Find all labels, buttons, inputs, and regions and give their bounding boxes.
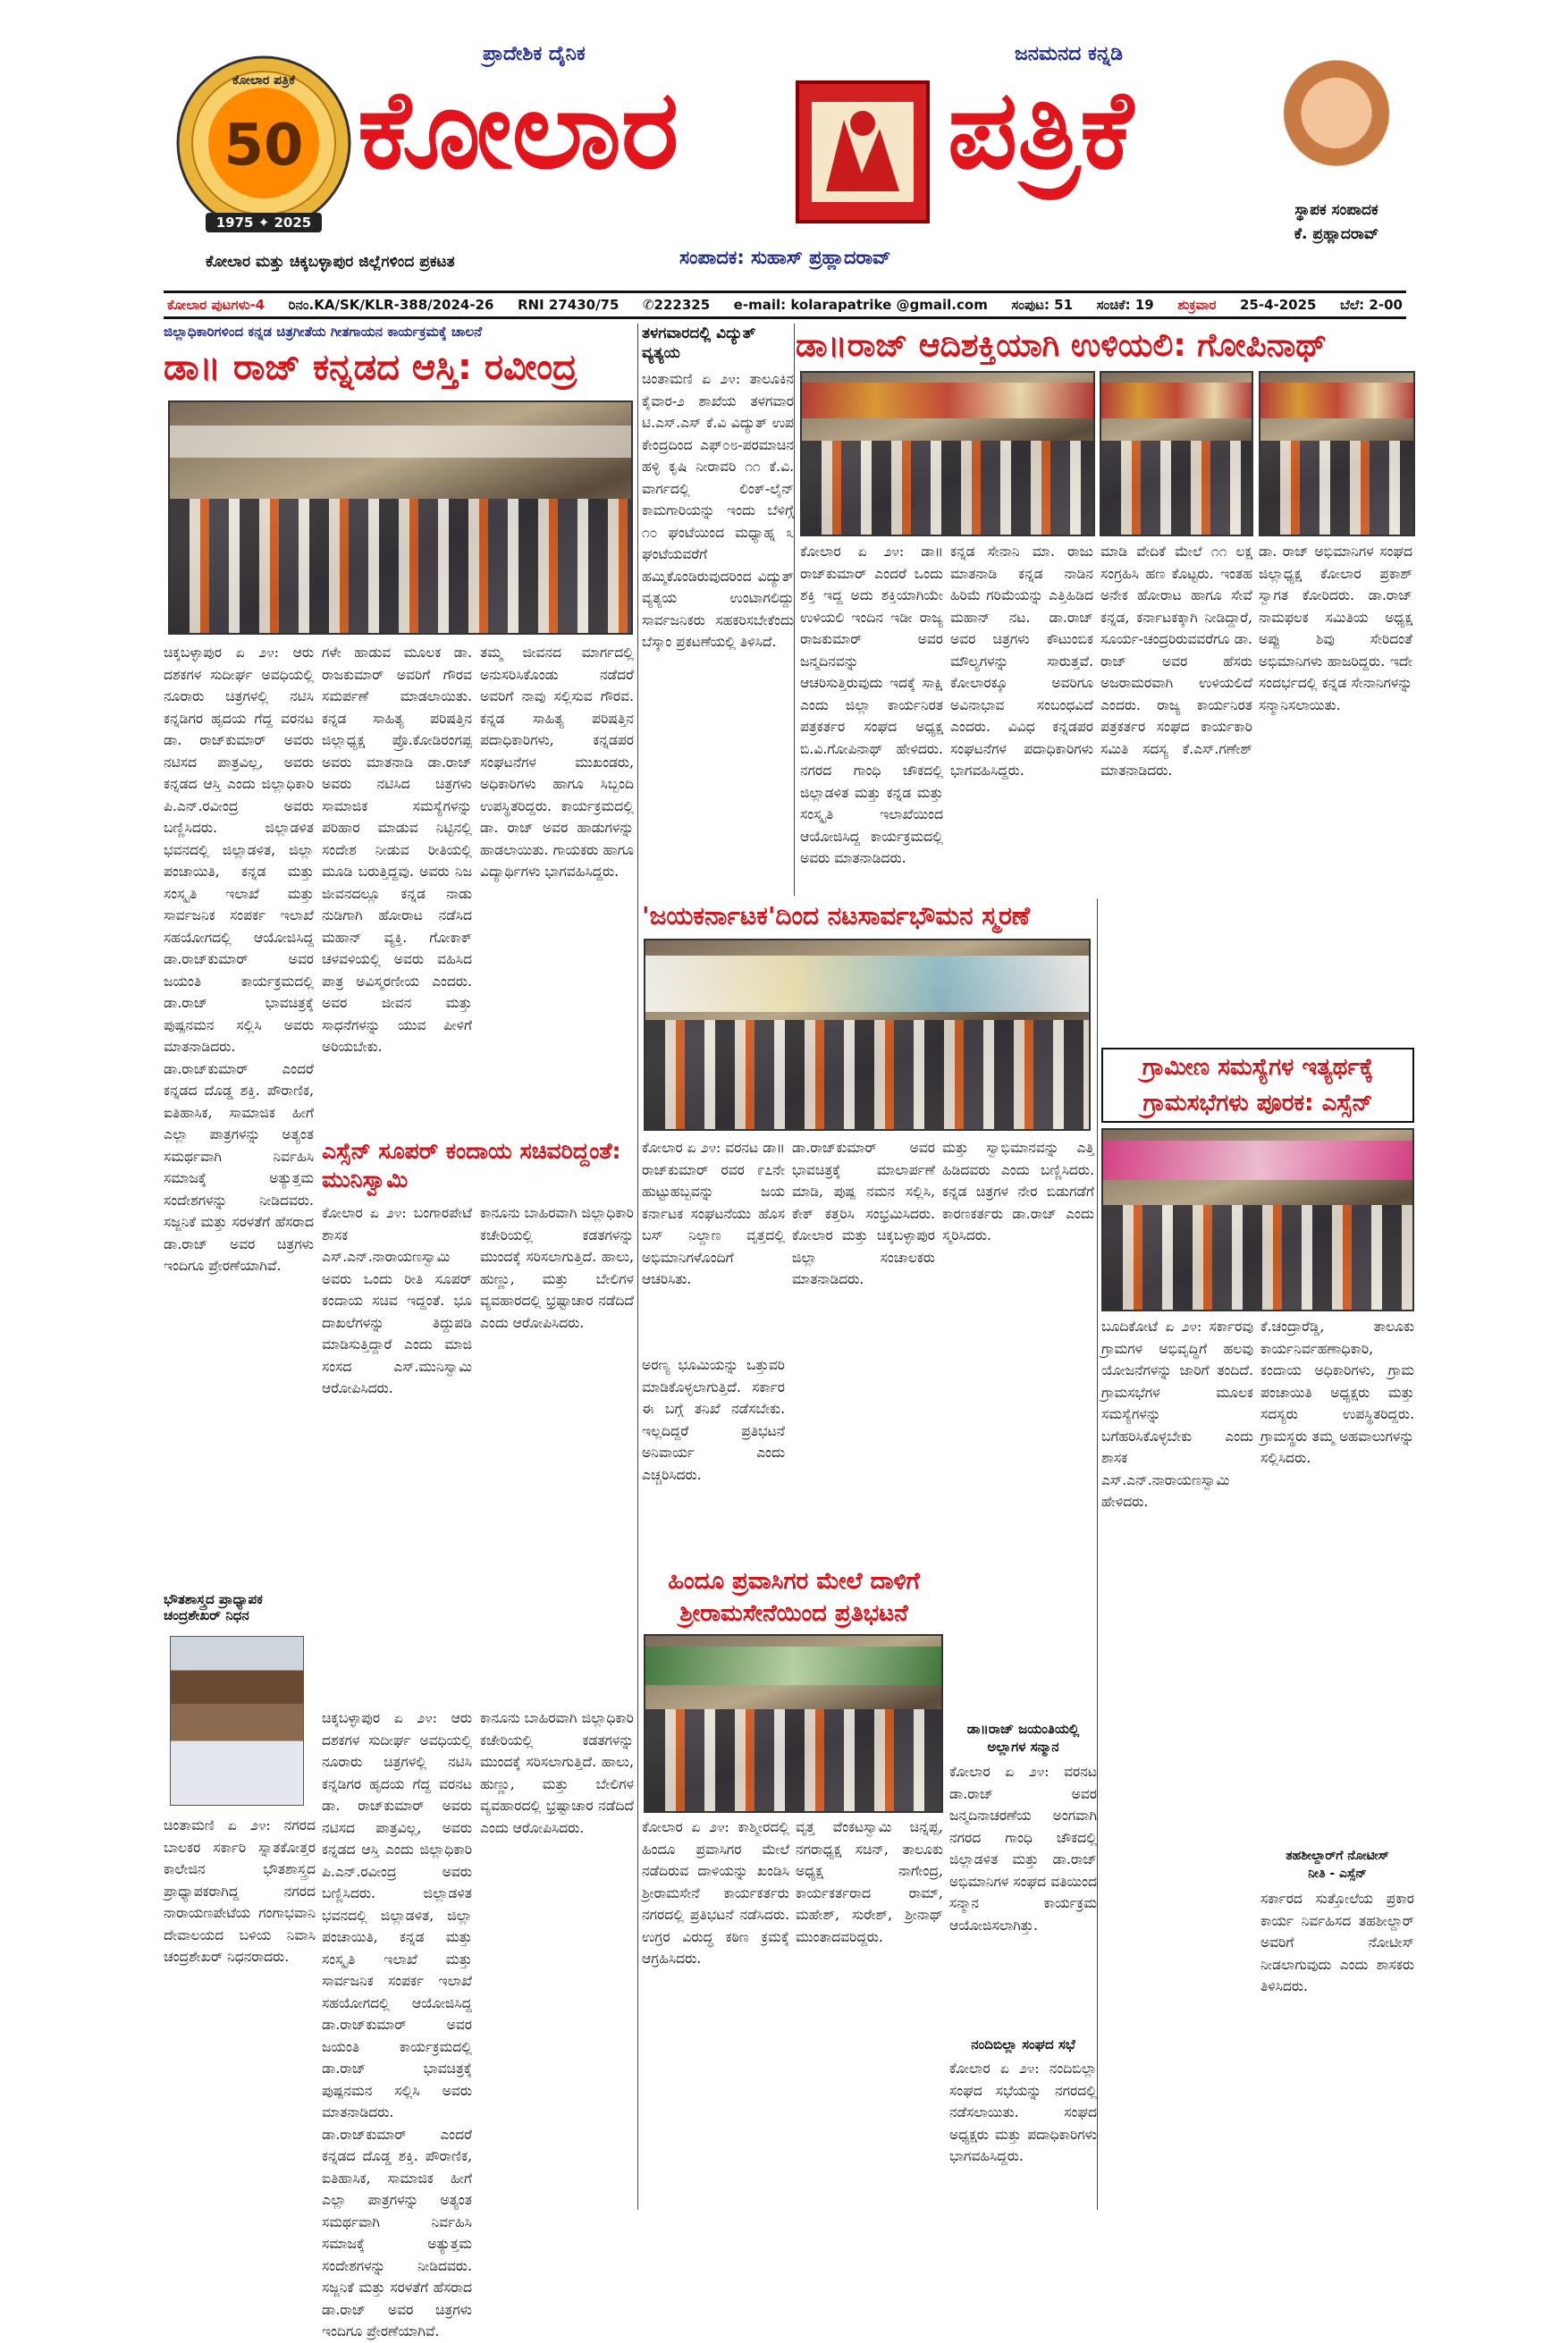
obituary-text: ಚಿಂತಾಮಣಿ ಏ ೨೪: ನಗರದ ಬಾಲಕರ ಸರ್ಕಾರಿ ಸ್ನಾತಕೋತ್ತರ ಕಾಲೇಜಿನ ಭೌತಶಾಸ್ತ್ರದ ಪ್ರಾಧ್ಯಾಪಕರಾಗಿದ್ದ ನಗರದ ನಾರಾಯಣಪೇಟೆಯ ಗಂಗಾಭವಾನಿ ದೇವಾಲಯದ ಬಳಿಯ ನಿವಾಸಿ ಚಂದ್ರಶೇಖರ್ ನಿಧನರಾದರು. xyxy=(164,1817,316,1965)
story-column: ತಮ್ಮ ಜೀವನದ ಮಾರ್ಗದಲ್ಲಿ ಅನುಸರಿಸಿಕೊಂಡು ನಡೆದರೆ ಅವರಿಗೆ ನಾವು ಸಲ್ಲಿಸುವ ಗೌರವ. ಕನ್ನಡ ಸಾಹಿತ್ಯ ಪರಿಷತ್ತಿನ ಪದಾಧಿಕಾರಿಗಳು, ಕನ್ನಡಪರ ಸಂಘಟನೆಗಳ ಮುಖಂಡರು, ಅಧಿಕಾರಿಗಳು ಹಾಗೂ ಸಿಬ್ಬಂದಿ ಉಪಸ್ಥಿತರಿದ್ದರು. ಕಾರ್ಯಕ್ರಮದಲ್ಲಿ ಡಾ. ರಾಜ್ ಅವರ ಹಾಡುಗಳನ್ನು ಹಾಡಲಾಯಿತು. ಗಾಯಕರು ಹಾಗೂ ವಿದ್ಯಾರ್ಥಿಗಳು ಭಾಗವಹಿಸಿದ್ದರು. xyxy=(480,645,634,880)
column-rule xyxy=(637,324,638,2210)
story-headline: 'ಜಯಕರ್ನಾಟಕ'ದಿಂದ ನಟಸಾರ್ವಭೌಮನ ಸ್ಮರಣೆ xyxy=(642,901,1031,931)
tagline-left: ಪ್ರಾದೇಶಿಕ ದೈನಿಕ xyxy=(483,43,586,65)
news-photo xyxy=(644,939,1091,1131)
founder-photo xyxy=(1256,45,1417,197)
story-kicker: ಡಾ॥ರಾಜ್ ಜಯಂತಿಯಲ್ಲಿ xyxy=(966,1721,1080,1737)
founder-caption-name: ಕೆ. ಪ್ರಹ್ಲಾದರಾವ್ xyxy=(1294,225,1379,243)
story-kicker: ತಹಶೀಲ್ದಾರ್‌ಗೆ ನೋಟೀಸ್ xyxy=(1286,1849,1389,1863)
news-photo xyxy=(168,400,633,635)
story-column: ಮತ್ತು ಸ್ವಾಭಿಮಾನವನ್ನು ಎತ್ತಿ ಹಿಡಿದವರು ಎಂದು ಬಣ್ಣಿಸಿದರು. ಕನ್ನಡ ಚಿತ್ರಗಳ ನೇರ ಬಿಡುಗಡೆಗೆ ಕಾರಣಕರ್ತರು ಡಾ.ರಾಜ್ ಎಂದು ಸ್ಮರಿಸಿದರು. xyxy=(942,1140,1094,1243)
story-column: ಸರ್ಕಾರದ ಸುತ್ತೋಲೆಯ ಪ್ರಕಾರ ಕಾರ್ಯ ನಿರ್ವಹಿಸದ ತಹಶೀಲ್ದಾರ್ ಅವರಿಗೆ ನೋಟೀಸ್ ನೀಡಲಾಗುವುದು ಎಂದು ಶಾಸಕರು ತಿಳಿಸಿದರು. xyxy=(1260,1891,1414,1994)
story-headline: ಗ್ರಾಮೀಣ ಸಮಸ್ಯೆಗಳ ಇತ್ಯರ್ಥಕ್ಕೆ xyxy=(1101,1048,1414,1085)
story-headline: ಡಾ॥ರಾಜ್ ಆದಿಶಕ್ತಿಯಾಗಿ ಉಳಿಯಲಿ: ಗೋಪಿನಾಥ್ xyxy=(796,327,1328,364)
story-column: ಚಿಂತಾಮಣಿ ಏ ೨೪: ತಾಲೂಕಿನ ಕೈವಾರ-೨ ಶಾಖೆಯ ತಳಗವಾರ ಟಿ.ಎಸ್.ಎಸ್ ಕೆ.ವಿ ವಿದ್ಯುತ್ ಉಪ ಕೇಂದ್ರದಿಂದ ಎಫ್‌೦೮-ಪರಮಾಚಿನ ಹಳ್ಳಿ ಕೃಷಿ ನೀರಾವರಿ ೧೧ ಕೆ.ವಿ. ವಾರ್ಗದಲ್ಲಿ ಲಿಂಕ್-ಲೈನ್ ಕಾಮಗಾರಿಯನ್ನು ಇಂದು ಬೆಳಿಗ್ಗೆ ೧೦ ಘಂಟೆಯಿಂದ ಮಧ್ಯಾಹ್ನ ೩ ಘಂಟೆಯವರೆಗೆ ಹಮ್ಮಿಕೊಂಡಿರುವುದರಿಂದ ವಿದ್ಯುತ್ ವ್ಯತ್ಯಯ ಉಂಟಾಗಲಿದ್ದು ಸಾರ್ವಜನಿಕರು ಸಹಕರಿಸಬೇಕೆಂದು ಬೆಸ್ಕಾಂ ಪ್ರಕಟಣೆಯಲ್ಲಿ ತಿಳಿಸಿದೆ. xyxy=(642,371,794,650)
story-column: ಕೋಲಾರ ಏ ೨೪: ಡಾ॥ ರಾಜ್‌ಕುಮಾರ್ ಎಂದರೆ ಒಂದು ಶಕ್ತಿ ಇದ್ದ ಅದು ಶಕ್ತಿಯಾಗಿಯೇ ಉಳಿಯಲಿ ಇಂದಿನ ಇಡೀ ರಾಜ್ಯ ರಾಜಕುಮಾರ್ ಅವರ ಜನ್ಮದಿನವನ್ನು ಆಚರಿಸುತ್ತಿರುವುದು ಇದಕ್ಕೆ ಸಾಕ್ಷಿ ಎಂದು ಜಿಲ್ಲಾ ಕಾರ್ಯನಿರತ ಪತ್ರಕರ್ತರ ಸಂಘದ ಅಧ್ಯಕ್ಷ ಬಿ.ವಿ.ಗೋಪಿನಾಥ್ ಹೇಳಿದರು. ನಗರದ ಗಾಂಧಿ ಚೌಕದಲ್ಲಿ ಜಿಲ್ಲಾಡಳಿತ ಮತ್ತು ಕನ್ನಡ ಮತ್ತು ಸಂಸ್ಕೃತಿ ಇಲಾಖೆಯಿಂದ ಆಯೋಜಿಸಿದ್ದ ಕಾರ್ಯಕ್ರಮದಲ್ಲಿ ಅವರು ಮಾತನಾಡಿದರು. xyxy=(800,544,943,866)
info-issue: ಸಂಚಿಕೆ: 19 xyxy=(1096,297,1154,313)
story-headline: ಎಸ್ಸೆನ್ ಸೂಪರ್ ಕಂದಾಯ ಸಚಿವರಿದ್ದಂತೆ: ಮುನಿಸ್ವಾಮಿ xyxy=(322,1138,621,1193)
story-column: ಡಾ. ರಾಜ್ ಅಭಿಮಾನಿಗಳ ಸಂಘದ ಜಿಲ್ಲಾಧ್ಯಕ್ಷ ಕೋಲಾರ ಪ್ರಕಾಶ್ ಸ್ವಾಗತ ಕೋರಿದರು. ಡಾ.ರಾಜ್ ನಾಮಫಲಕ ಸಮಿತಿಯ ಅಧ್ಯಕ್ಷ ಅಪ್ಪು ಶಿವು ಸೇರಿದಂತೆ ಅಭಿಮಾನಿಗಳು ಹಾಜರಿದ್ದರು. ಇದೇ ಸಂದರ್ಭದಲ್ಲಿ ಕನ್ನಡ ಸೇನಾನಿಗಳನ್ನು ಸನ್ಮಾನಿಸಲಾಯಿತು. xyxy=(1259,544,1412,713)
story-column: ಕೋಲಾರ ಏ ೨೪: ಬಂಗಾರಪೇಟೆ ಶಾಸಕ ಎಸ್.ಎನ್.ನಾರಾಯಣಸ್ವಾಮಿ ಅವರು ಒಂದು ರೀತಿ ಸೂಪರ್ ಕಂದಾಯ ಸಚಿವ ಇದ್ದಂತೆ. ಭೂ ದಾಖಲೆಗಳನ್ನು ತಿದ್ದುಪಡಿ ಮಾಡಿಸುತ್ತಿದ್ದಾರೆ ಎಂದು ಮಾಜಿ ಸಂಸದ ಎಸ್.ಮುನಿಸ್ವಾಮಿ ಆರೋಪಿಸಿದರು. xyxy=(322,1205,472,1396)
newspaper-title-right: ಪತ್ರಿಕೆ xyxy=(948,66,1134,193)
story-column: ಕೋಲಾರ ಏ ೨೪: ವರನಟ ಡಾ॥ ರಾಜ್‌ಕುಮಾರ್ ರವರ ೯೭ನೇ ಹುಟ್ಟುಹಬ್ಬವನ್ನು ಜಯ ಕರ್ನಾಟಕ ಸಂಘಟನೆಯು ಹೊಸ ಬಸ್ ನಿಲ್ದಾಣ ವೃತ್ತದಲ್ಲಿ ಅಭಿಮಾನಿಗಳೊಂದಿಗೆ ಆಚರಿಸಿತು. xyxy=(642,1140,785,1287)
info-rni: RNI 27430/75 xyxy=(517,297,620,313)
story-column: ಕೆ.ಚಂದ್ರಾರೆಡ್ಡಿ, ತಾಲೂಕು ಕಾರ್ಯನಿರ್ವಹಣಾಧಿಕಾರಿ, ಕಂದಾಯ ಅಧಿಕಾರಿಗಳು, ಗ್ರಾಮ ಪಂಚಾಯಿತಿ ಅಧ್ಯಕ್ಷರು ಮತ್ತು ಸದಸ್ಯರು ಉಪಸ್ಥಿತರಿದ್ದರು. ಗ್ರಾಮಸ್ಥರು ತಮ್ಮ ಅಹವಾಲುಗಳನ್ನು ಸಲ್ಲಿಸಿದರು. xyxy=(1260,1319,1414,1466)
info-day: ಶುಕ್ರವಾರ xyxy=(1177,297,1217,313)
story-kicker: ತಳಗವಾರದಲ್ಲಿ ವಿದ್ಯುತ್ ವ್ಯತ್ಯಯ xyxy=(642,324,756,362)
news-photo xyxy=(644,1634,943,1813)
story-column: ಬೂದಿಕೋಟೆ ಏ ೨೪: ಸರ್ಕಾರವು ಗ್ರಾಮಗಳ ಅಭಿವೃದ್ಧಿಗೆ ಹಲವು ಯೋಜನೆಗಳನ್ನು ಜಾರಿಗೆ ತಂದಿದೆ. ಗ್ರಾಮಸಭೆಗಳ ಮೂಲಕ ಸಮಸ್ಯೆಗಳನ್ನು ಬಗೆಹರಿಸಿಕೊಳ್ಳಬೇಕು ಎಂದು ಶಾಸಕ ಎಸ್.ಎನ್.ನಾರಾಯಣಸ್ವಾಮಿ ಹೇಳಿದರು. xyxy=(1101,1319,1253,1510)
story-headline: ಗ್ರಾಮಸಭೆಗಳು ಪೂರಕ: ಎಸ್ಸೆನ್ xyxy=(1101,1085,1414,1123)
obituary-title: ಭೌತಶಾಸ್ತ್ರದ ಪ್ರಾಧ್ಯಾಪಕ xyxy=(164,1591,263,1607)
story-column: ಕಾನೂನು ಬಾಹಿರವಾಗಿ ಜಿಲ್ಲಾಧಿಕಾರಿ ಕಚೇರಿಯಲ್ಲಿ ಕಡತಗಳನ್ನು ಮುಂದಕ್ಕೆ ಸರಿಸಲಾಗುತ್ತಿದೆ. ಹಾಲು, ಹುಣ್ಣು, ಮತ್ತು ಬೇಲಿಗಳ ವ್ಯವಹಾರದಲ್ಲಿ ಭ್ರಷ್ಟಾಚಾರ ನಡೆದಿದೆ ಎಂದು ಆರೋಪಿಸಿದರು. xyxy=(480,1710,634,1836)
emblem-graphic xyxy=(799,84,926,220)
story-headline: ಹಿಂದೂ ಪ್ರವಾಸಿಗರ ಮೇಲೆ ದಾಳಿಗೆ xyxy=(668,1568,920,1595)
story-kicker: ನೀತಿ - ಎಸ್ಸೆನ್ xyxy=(1308,1867,1367,1881)
info-email: e-mail: kolarapatrike @gmail.com xyxy=(733,297,988,313)
story-column: ಕನ್ನಡ ಸೇನಾನಿ ಮಾ. ರಾಜು ಮಾತನಾಡಿ ಕನ್ನಡ ನಾಡಿನ ಹಿರಿಮೆ ಗರಿಮೆಯನ್ನು ಎತ್ತಿಹಿಡಿದ ಮಹಾನ್ ನಟ. ಡಾ.ರಾಜ್ ಅವರ ಚಿತ್ರಗಳು ಕೌಟುಂಬಿಕ ಮೌಲ್ಯಗಳನ್ನು ಸಾರುತ್ತವೆ. ಕೋಲಾರಕ್ಕೂ ಅವರಿಗೂ ಅವಿನಾಭಾವ ಸಂಬಂಧವಿದೆ ಎಂದರು. ವಿವಿಧ ಕನ್ನಡಪರ ಸಂಘಟನೆಗಳ ಪದಾಧಿಕಾರಿಗಳು ಭಾಗವಹಿಸಿದ್ದರು. xyxy=(950,544,1093,779)
obituary-name: ಚಂದ್ರಶೇಖರ್ ನಿಧನ xyxy=(164,1607,249,1623)
story-column: ಗಳೇ ಹಾಡುವ ಮೂಲಕ ಡಾ. ರಾಜಕುಮಾರ್ ಅವರಿಗೆ ಗೌರವ ಸಮರ್ಪಣೆ ಮಾಡಲಾಯಿತು. ಕನ್ನಡ ಸಾಹಿತ್ಯ ಪರಿಷತ್ತಿನ ಜಿಲ್ಲಾಧ್ಯಕ್ಷ ಪ್ರೊ.ಕೋಡಿರಂಗಪ್ಪ ಅವರು ಮಾತನಾಡಿ ಡಾ.ರಾಜ್ ಅವರು ನಟಿಸಿದ ಚಿತ್ರಗಳು ಸಾಮಾಜಿಕ ಸಮಸ್ಯೆಗಳನ್ನು ಪರಿಹಾರ ಮಾಡುವ ನಿಟ್ಟಿನಲ್ಲಿ ಸಂದೇಶ ನೀಡುವ ರೀತಿಯಲ್ಲಿ ಮೂಡಿ ಬರುತ್ತಿದ್ದವು. ಅವರು ನಿಜ ಜೀವನದಲ್ಲೂ ಕನ್ನಡ ನಾಡು ನುಡಿಗಾಗಿ ಹೋರಾಟ ನಡೆಸಿದ ಮಹಾನ್ ವ್ಯಕ್ತಿ. ಗೋಕಾಕ್ ಚಳವಳಿಯಲ್ಲಿ ಅವರು ವಹಿಸಿದ ಪಾತ್ರ ಅವಿಸ್ಮರಣೀಯ ಎಂದರು. ಅವರ ಜೀವನ ಮತ್ತು ಸಾಧನೆಗಳನ್ನು ಯುವ ಪೀಳಿಗೆ ಅರಿಯಬೇಕು. xyxy=(322,645,472,1055)
story-kicker: ಅಲ್ಲಾಗಳ ಸನ್ಮಾನ xyxy=(987,1739,1059,1755)
emblem-logo xyxy=(796,80,930,223)
info-reg: ರಿನಂ.KA/SK/KLR-388/2024-26 xyxy=(288,297,494,313)
column-rule xyxy=(1097,898,1098,2210)
story-column: ಅರಣ್ಯ ಭೂಮಿಯನ್ನು ಒತ್ತುವರಿ ಮಾಡಿಕೊಳ್ಳಲಾಗುತ್ತಿದೆ. ಸರ್ಕಾರ ಈ ಬಗ್ಗೆ ತನಿಖೆ ನಡೆಸಬೇಕು. ಇಲ್ಲದಿದ್ದರೆ ಪ್ರತಿಭಟನೆ ಅನಿವಾರ್ಯ ಎಂದು ಎಚ್ಚರಿಸಿದರು. xyxy=(642,1357,785,1483)
info-volume: ಸಂಪುಟ: 51 xyxy=(1011,297,1074,313)
info-bar xyxy=(164,291,1406,319)
obituary-box xyxy=(164,1591,316,1631)
tagline-right: ಜನಮನದ ಕನ್ನಡಿ xyxy=(1015,43,1124,65)
logo-arc-text: ಕೋಲಾರ ಪತ್ರಿಕೆ xyxy=(232,73,295,88)
info-pages: ಕೋಲಾರ ಪುಟಗಳು-4 xyxy=(167,297,266,313)
subtitle: ಕೋಲಾರ ಮತ್ತು ಚಿಕ್ಕಬಳ್ಳಾಪುರ ಜಿಲ್ಲೆಗಳಿಂದ ಪ್ರಕಟತ xyxy=(206,253,455,271)
news-photo xyxy=(1259,371,1415,536)
news-photo xyxy=(1100,371,1253,536)
news-photo xyxy=(800,371,1095,536)
story-kicker: ನಂದಿಬಿಲ್ಲಾ ಸಂಘದ ಸಭೆ xyxy=(971,2036,1075,2052)
story-column: ಚಿಕ್ಕಬಳ್ಳಾಪುರ ಏ ೨೪: ಆರು ದಶಕಗಳ ಸುದೀರ್ಘ ಅವಧಿಯಲ್ಲಿ ನೂರಾರು ಚಿತ್ರಗಳಲ್ಲಿ ನಟಿಸಿ ಕನ್ನಡಿಗರ ಹೃದಯ ಗೆದ್ದ ವರನಟ ಡಾ. ರಾಜ್‌ಕುಮಾರ್ ಅವರು ನಟಿಸದ ಪಾತ್ರವಿಲ್ಲ, ಅವರು ಕನ್ನಡದ ಆಸ್ತಿ ಎಂದು ಜಿಲ್ಲಾಧಿಕಾರಿ ಪಿ.ಎನ್.ರವೀಂದ್ರ ಅವರು ಬಣ್ಣಿಸಿದರು. ಜಿಲ್ಲಾಡಳಿತ ಭವನದಲ್ಲಿ ಜಿಲ್ಲಾಡಳಿತ, ಜಿಲ್ಲಾ ಪಂಚಾಯಿತಿ, ಕನ್ನಡ ಮತ್ತು ಸಂಸ್ಕೃತಿ ಇಲಾಖೆ ಮತ್ತು ಸಾರ್ವಜನಿಕ ಸಂಪರ್ಕ ಇಲಾಖೆ ಸಹಯೋಗದಲ್ಲಿ ಆಯೋಜಿಸಿದ್ದ ಡಾ.ರಾಜ್‌ಕುಮಾರ್ ಅವರ ಜಯಂತಿ ಕಾರ್ಯಕ್ರಮದಲ್ಲಿ ಡಾ.ರಾಜ್ ಭಾವಚಿತ್ರಕ್ಕೆ ಪುಷ್ಪನಮನ ಸಲ್ಲಿಸಿ ಅವರು ಮಾತನಾಡಿದರು. ಡಾ.ರಾಜ್‌ಕುಮಾರ್ ಎಂದರೆ ಕನ್ನಡದ ದೊಡ್ಡ ಶಕ್ತಿ. ಪೌರಾಣಿಕ, ಐತಿಹಾಸಿಕ, ಸಾಮಾಜಿಕ ಹೀಗೆ ಎಲ್ಲಾ ಪಾತ್ರಗಳನ್ನು ಅತ್ಯಂತ ಸಮರ್ಥವಾಗಿ ನಿರ್ವಹಿಸಿ ಸಮಾಜಕ್ಕೆ ಅತ್ಯುತ್ತಮ ಸಂದೇಶಗಳನ್ನು ನೀಡಿದವರು. ಸಜ್ಜನಿಕೆ ಮತ್ತು ಸರಳತೆಗೆ ಹೆಸರಾದ ಡಾ.ರಾಜ್ ಅವರ ಚಿತ್ರಗಳು ಇಂದಿಗೂ ಪ್ರೇರಣೆಯಾಗಿವೆ. xyxy=(322,1710,472,2339)
logo-number: 50 xyxy=(223,113,304,179)
info-date: 25-4-2025 xyxy=(1239,297,1317,313)
masthead xyxy=(0,0,1568,295)
story-column: ಕೋಲಾರ ಏ ೨೪: ನಂದಿಬಿಲ್ಲಾ ಸಂಘದ ಸಭೆಯನ್ನು ನಗರದಲ್ಲಿ ನಡೆಸಲಾಯಿತು. ಸಂಘದ ಅಧ್ಯಕ್ಷರು ಮತ್ತು ಪದಾಧಿಕಾರಿಗಳು ಭಾಗವಹಿಸಿದ್ದರು. xyxy=(949,2061,1097,2164)
story-column: ಡಾ.ರಾಜ್‌ಕುಮಾರ್ ಅವರ ಭಾವಚಿತ್ರಕ್ಕೆ ಮಾಲಾರ್ಪಣೆ ಮಾಡಿ, ಪುಷ್ಪ ನಮನ ಸಲ್ಲಿಸಿ, ಕೇಕ್ ಕತ್ತರಿಸಿ ಸಂಭ್ರಮಿಸಿದರು. ಕೋಲಾರ ಮತ್ತು ಚಿಕ್ಕಬಳ್ಳಾಪುರ ಜಿಲ್ಲಾ ಸಂಚಾಲಕರು ಮಾತನಾಡಿದರು. xyxy=(792,1140,935,1287)
founder-caption-title: ಸ್ಥಾಪಕ ಸಂಪಾದಕ xyxy=(1294,201,1378,219)
story-column: ಮಾಡಿ ವೇದಿಕೆ ಮೇಲೆ ೧೧ ಲಕ್ಷ ಸಂಗ್ರಹಿಸಿ ಹಣ ಕೊಟ್ಟರು. ಇಂತಹ ಅನೇಕ ಹೋರಾಟ ಹಾಗೂ ಸೇವೆ ಕನ್ನಡ, ಕರ್ನಾಟಕಕ್ಕಾಗಿ ನೀಡಿದ್ದಾರೆ, ಸೂರ್ಯ-ಚಂದ್ರರಿರುವವರೆಗೂ ಡಾ. ರಾಜ್ ಅವರ ಹೆಸರು ಅಜರಾಮರವಾಗಿ ಉಳಿಯಲಿದೆ ಎಂದರು. ರಾಜ್ಯ ಕಾರ್ಯನಿರತ ಪತ್ರಕರ್ತರ ಸಂಘದ ಕಾರ್ಯಕಾರಿ ಸಮಿತಿ ಸದಸ್ಯ ಕೆ.ಎಸ್.ಗಣೇಶ್ ಮಾತನಾಡಿದರು. xyxy=(1100,544,1252,779)
newspaper-title-left: ಕೋಲಾರ xyxy=(358,66,679,193)
column-rule xyxy=(794,324,795,896)
story-column: ಚಿಕ್ಕಬಳ್ಳಾಪುರ ಏ ೨೪: ಆರು ದಶಕಗಳ ಸುದೀರ್ಘ ಅವಧಿಯಲ್ಲಿ ನೂರಾರು ಚಿತ್ರಗಳಲ್ಲಿ ನಟಿಸಿ ಕನ್ನಡಿಗರ ಹೃದಯ ಗೆದ್ದ ವರನಟ ಡಾ. ರಾಜ್‌ಕುಮಾರ್ ಅವರು ನಟಿಸದ ಪಾತ್ರವಿಲ್ಲ, ಅವರು ಕನ್ನಡದ ಆಸ್ತಿ ಎಂದು ಜಿಲ್ಲಾಧಿಕಾರಿ ಪಿ.ಎನ್.ರವೀಂದ್ರ ಅವರು ಬಣ್ಣಿಸಿದರು. ಜಿಲ್ಲಾಡಳಿತ ಭವನದಲ್ಲಿ ಜಿಲ್ಲಾಡಳಿತ, ಜಿಲ್ಲಾ ಪಂಚಾಯಿತಿ, ಕನ್ನಡ ಮತ್ತು ಸಂಸ್ಕೃತಿ ಇಲಾಖೆ ಮತ್ತು ಸಾರ್ವಜನಿಕ ಸಂಪರ್ಕ ಇಲಾಖೆ ಸಹಯೋಗದಲ್ಲಿ ಆಯೋಜಿಸಿದ್ದ ಡಾ.ರಾಜ್‌ಕುಮಾರ್ ಅವರ ಜಯಂತಿ ಕಾರ್ಯಕ್ರಮದಲ್ಲಿ ಡಾ.ರಾಜ್ ಭಾವಚಿತ್ರಕ್ಕೆ ಪುಷ್ಪನಮನ ಸಲ್ಲಿಸಿ ಅವರು ಮಾತನಾಡಿದರು. ಡಾ.ರಾಜ್‌ಕುಮಾರ್ ಎಂದರೆ ಕನ್ನಡದ ದೊಡ್ಡ ಶಕ್ತಿ. ಪೌರಾಣಿಕ, ಐತಿಹಾಸಿಕ, ಸಾಮಾಜಿಕ ಹೀಗೆ ಎಲ್ಲಾ ಪಾತ್ರಗಳನ್ನು ಅತ್ಯಂತ ಸಮರ್ಥವಾಗಿ ನಿರ್ವಹಿಸಿ ಸಮಾಜಕ್ಕೆ ಅತ್ಯುತ್ತಮ ಸಂದೇಶಗಳನ್ನು ನೀಡಿದವರು. ಸಜ್ಜನಿಕೆ ಮತ್ತು ಸರಳತೆಗೆ ಹೆಸರಾದ ಡಾ.ರಾಜ್ ಅವರ ಚಿತ್ರಗಳು ಇಂದಿಗೂ ಪ್ರೇರಣೆಯಾಗಿವೆ. xyxy=(164,645,314,1274)
anniversary-logo xyxy=(174,54,353,232)
news-photo xyxy=(1101,1128,1414,1311)
story-column: ವೃತ್ತ ವೆಂಕಟಸ್ವಾಮಿ ಚಿನ್ನಪ್ಪ, ನಗರಾಧ್ಯಕ್ಷ ಸಚಿನ್, ತಾಲೂಕು ಅಧ್ಯಕ್ಷ ನಾಗೇಂದ್ರ, ಕಾರ್ಯಕರ್ತರಾದ ರಾಮ್, ಮಹೇಶ್, ಸುರೇಶ್, ಶ್ರೀನಾಥ್ ಮುಂತಾದವರಿದ್ದರು. xyxy=(796,1819,943,1945)
info-price: ಬೆಲೆ: 2-00 xyxy=(1340,297,1403,313)
obituary-photo xyxy=(170,1636,304,1806)
story-column: ಕೋಲಾರ ಏ ೨೪: ವರನಟ ಡಾ.ರಾಜ್ ಅವರ ಜನ್ಮದಿನಾಚರಣೆಯ ಅಂಗವಾಗಿ ನಗರದ ಗಾಂಧಿ ಚೌಕದಲ್ಲಿ ಜಿಲ್ಲಾಡಳಿತ ಮತ್ತು ಡಾ.ರಾಜ್ ಅಭಿಮಾನಿಗಳ ಸಂಘದ ವತಿಯಿಂದ ಸನ್ಮಾನ ಕಾರ್ಯಕ್ರಮ ಆಯೋಜಿಸಲಾಗಿತ್ತು. xyxy=(949,1764,1097,1934)
story-headline: ಶ್ರೀರಾಮಸೇನೆಯಿಂದ ಪ್ರತಿಭಟನೆ xyxy=(679,1600,908,1627)
story-kicker: ಜಿಲ್ಲಾಧಿಕಾರಿಗಳಿಂದ ಕನ್ನಡ ಚಿತ್ರಗೀತೆಯ ಗೀತಗಾಯನ ಕಾರ್ಯಕ್ರಮಕ್ಕೆ ಚಾಲನೆ xyxy=(164,324,483,340)
story-column: ಕಾನೂನು ಬಾಹಿರವಾಗಿ ಜಿಲ್ಲಾಧಿಕಾರಿ ಕಚೇರಿಯಲ್ಲಿ ಕಡತಗಳನ್ನು ಮುಂದಕ್ಕೆ ಸರಿಸಲಾಗುತ್ತಿದೆ. ಹಾಲು, ಹುಣ್ಣು, ಮತ್ತು ಬೇಲಿಗಳ ವ್ಯವಹಾರದಲ್ಲಿ ಭ್ರಷ್ಟಾಚಾರ ನಡೆದಿದೆ ಎಂದು ಆರೋಪಿಸಿದರು. xyxy=(480,1205,634,1331)
editor-line: ಸಂಪಾದಕ: ಸುಹಾಸ್ ಪ್ರಹ್ಲಾದರಾವ್ xyxy=(679,247,891,268)
story-column: ಕೋಲಾರ ಏ ೨೪: ಕಾಶ್ಮೀರದಲ್ಲಿ ಹಿಂದೂ ಪ್ರವಾಸಿಗರ ಮೇಲೆ ನಡೆದಿರುವ ದಾಳಿಯನ್ನು ಖಂಡಿಸಿ ಶ್ರೀರಾಮಸೇನೆ ಕಾರ್ಯಕರ್ತರು ನಗರದಲ್ಲಿ ಪ್ರತಿಭಟನೆ ನಡೆಸಿದರು. ಉಗ್ರರ ವಿರುದ್ಧ ಕಠಿಣ ಕ್ರಮಕ್ಕೆ ಆಗ್ರಹಿಸಿದರು. xyxy=(642,1819,789,1967)
info-phone: ✆222325 xyxy=(642,297,711,313)
logo-years: 1975 ✦ 2025 xyxy=(215,215,312,231)
story-headline: ಡಾ॥ ರಾಜ್ ಕನ್ನಡದ ಆಸ್ತಿ: ರವೀಂದ್ರ xyxy=(164,347,577,388)
